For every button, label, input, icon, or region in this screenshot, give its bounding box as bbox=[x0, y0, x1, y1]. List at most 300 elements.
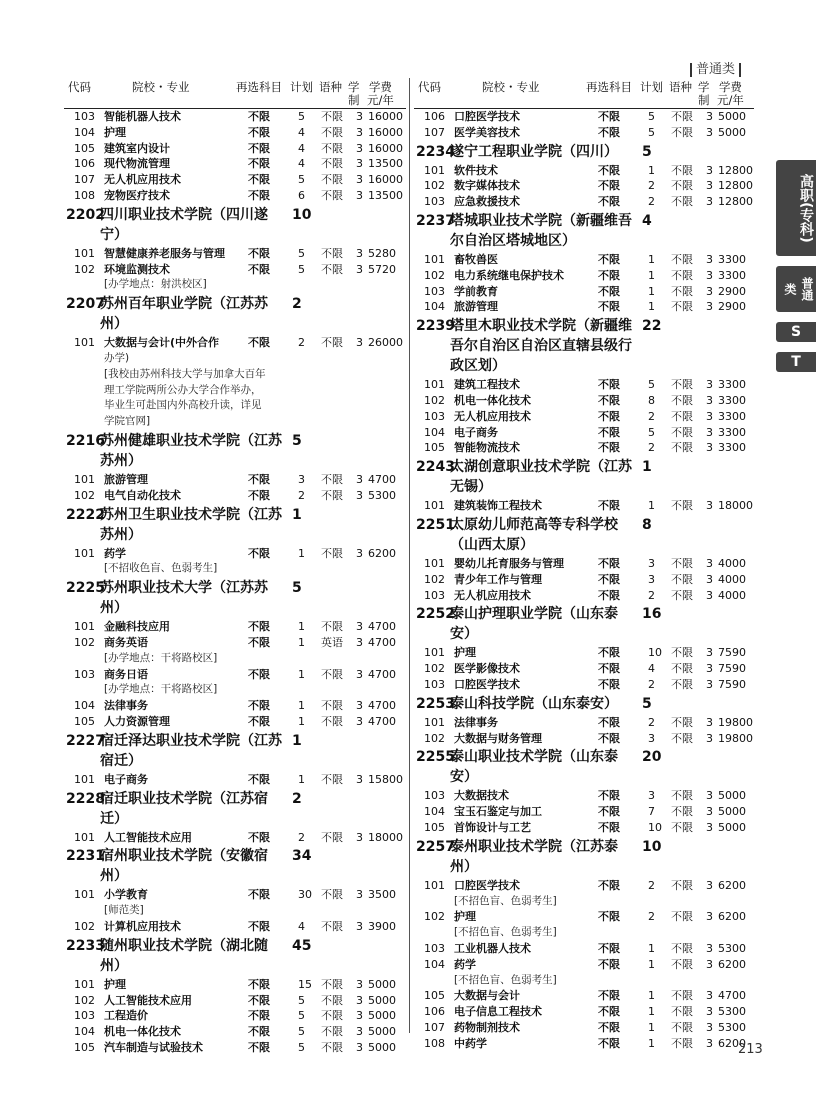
major-language: 不限 bbox=[321, 336, 343, 350]
school-header bbox=[414, 514, 754, 556]
major-code: 103 bbox=[424, 941, 445, 955]
major-fee: 3500 bbox=[368, 888, 396, 902]
major-language: 不限 bbox=[321, 488, 343, 502]
major-note: [不招色盲、色弱考生] bbox=[454, 973, 557, 986]
major-plan: 2 bbox=[298, 336, 305, 350]
major-language: 不限 bbox=[671, 163, 693, 177]
major-row bbox=[64, 993, 406, 1009]
major-fee: 4700 bbox=[368, 699, 396, 713]
major-subjects: 不限 bbox=[248, 141, 270, 155]
major-subjects: 不限 bbox=[598, 125, 620, 139]
major-name: 口腔医学技术 bbox=[454, 110, 520, 123]
school-code: 2233 bbox=[66, 937, 105, 954]
school-plan: 5 bbox=[292, 580, 302, 597]
major-row bbox=[64, 335, 406, 351]
major-fee: 4700 bbox=[718, 989, 746, 1003]
major-plan: 5 bbox=[298, 1009, 305, 1023]
major-length: 3 bbox=[706, 556, 713, 570]
major-plan: 1 bbox=[298, 546, 305, 560]
major-language: 不限 bbox=[671, 989, 693, 1003]
major-name: 金融科技应用 bbox=[104, 620, 170, 634]
major-length: 3 bbox=[356, 488, 363, 502]
school-plan: 2 bbox=[292, 790, 302, 807]
major-code: 101 bbox=[74, 246, 95, 260]
school-header bbox=[64, 935, 406, 977]
major-code: 104 bbox=[424, 425, 445, 439]
header-language: 语种 bbox=[319, 80, 342, 94]
major-length: 3 bbox=[356, 546, 363, 560]
major-subjects: 不限 bbox=[248, 336, 270, 350]
major-code: 104 bbox=[424, 805, 445, 819]
side-tab-general[interactable]: 普通类 bbox=[776, 266, 816, 312]
major-fee: 7590 bbox=[718, 677, 746, 691]
major-language: 不限 bbox=[671, 677, 693, 691]
major-subjects: 不限 bbox=[248, 110, 270, 123]
school-plan: 10 bbox=[642, 838, 662, 855]
school-plan: 10 bbox=[292, 206, 312, 223]
major-plan: 1 bbox=[298, 620, 305, 634]
major-length: 3 bbox=[706, 300, 713, 314]
school-code: 2251 bbox=[416, 516, 455, 533]
major-fee: 5000 bbox=[718, 820, 746, 834]
major-fee: 4700 bbox=[368, 667, 396, 681]
school-plan: 5 bbox=[642, 695, 652, 712]
major-code: 103 bbox=[424, 195, 445, 209]
major-plan: 2 bbox=[648, 715, 655, 729]
major-name: 人力资源管理 bbox=[104, 714, 170, 728]
school-header bbox=[414, 456, 754, 498]
major-name: 医学影像技术 bbox=[454, 662, 520, 676]
major-code: 103 bbox=[424, 409, 445, 423]
major-language: 不限 bbox=[671, 556, 693, 570]
major-plan: 10 bbox=[648, 820, 662, 834]
major-plan: 2 bbox=[648, 677, 655, 691]
major-row bbox=[414, 957, 754, 973]
major-plan: 1 bbox=[298, 714, 305, 728]
major-name: 环境监测技术 bbox=[104, 262, 170, 276]
major-fee: 12800 bbox=[718, 179, 753, 193]
major-row bbox=[64, 546, 406, 562]
major-name: 人工智能技术应用 bbox=[104, 993, 192, 1007]
major-length: 3 bbox=[356, 125, 363, 139]
major-length: 3 bbox=[706, 499, 713, 513]
major-language: 不限 bbox=[321, 188, 343, 202]
major-row bbox=[414, 941, 754, 957]
major-plan: 1 bbox=[648, 941, 655, 955]
major-name: 商务日语 bbox=[104, 667, 148, 681]
major-code: 106 bbox=[74, 157, 95, 171]
school-header bbox=[64, 430, 406, 472]
major-length: 3 bbox=[356, 830, 363, 844]
school-code: 2225 bbox=[66, 580, 105, 597]
major-length: 3 bbox=[706, 393, 713, 407]
major-name: 药物制剂技术 bbox=[454, 1020, 520, 1034]
major-code: 105 bbox=[74, 141, 95, 155]
school-header bbox=[64, 845, 406, 887]
major-plan: 1 bbox=[648, 163, 655, 177]
school-header bbox=[64, 504, 406, 546]
major-plan: 3 bbox=[648, 789, 655, 803]
major-fee: 5000 bbox=[368, 977, 396, 991]
major-subjects: 不限 bbox=[598, 300, 620, 314]
major-code: 101 bbox=[74, 336, 95, 350]
major-plan: 5 bbox=[298, 173, 305, 187]
major-code: 108 bbox=[424, 1036, 445, 1050]
major-plan: 1 bbox=[648, 268, 655, 282]
major-subjects: 不限 bbox=[598, 179, 620, 193]
major-fee: 16000 bbox=[368, 141, 403, 155]
major-language: 不限 bbox=[671, 409, 693, 423]
major-row bbox=[64, 1040, 406, 1056]
major-plan: 1 bbox=[298, 667, 305, 681]
major-plan: 2 bbox=[648, 409, 655, 423]
major-length: 3 bbox=[356, 472, 363, 486]
major-fee: 5300 bbox=[368, 488, 396, 502]
major-plan: 5 bbox=[648, 125, 655, 139]
major-fee: 7590 bbox=[718, 646, 746, 660]
major-name: 大数据与会计 bbox=[454, 989, 520, 1003]
major-language: 不限 bbox=[321, 262, 343, 276]
major-language: 不限 bbox=[671, 941, 693, 955]
major-subjects: 不限 bbox=[598, 499, 620, 513]
major-length: 3 bbox=[356, 993, 363, 1007]
major-row bbox=[64, 635, 406, 651]
major-code: 102 bbox=[424, 731, 445, 745]
major-language: 不限 bbox=[671, 805, 693, 819]
major-row bbox=[414, 109, 754, 125]
major-fee: 5000 bbox=[368, 1040, 396, 1054]
major-code: 101 bbox=[424, 646, 445, 660]
school-code: 2227 bbox=[66, 732, 105, 749]
major-subjects: 不限 bbox=[248, 919, 270, 933]
major-row bbox=[414, 588, 754, 604]
major-length: 3 bbox=[706, 163, 713, 177]
major-row bbox=[414, 299, 754, 315]
major-length: 3 bbox=[356, 173, 363, 187]
right-column bbox=[414, 78, 754, 1051]
major-fee: 15800 bbox=[368, 772, 403, 786]
major-name: 电气自动化技术 bbox=[104, 488, 181, 502]
major-code: 103 bbox=[74, 667, 95, 681]
major-row bbox=[414, 163, 754, 179]
major-fee: 5280 bbox=[368, 246, 396, 260]
major-fee: 4000 bbox=[718, 572, 746, 586]
school-name: 遂宁工程职业学院（四川） bbox=[450, 143, 618, 160]
major-row bbox=[64, 667, 406, 683]
major-row bbox=[64, 156, 406, 172]
major-language: 不限 bbox=[321, 772, 343, 786]
major-fee: 6200 bbox=[718, 878, 746, 892]
side-tab-t[interactable]: T bbox=[776, 352, 816, 372]
major-language: 不限 bbox=[671, 110, 693, 123]
major-language: 不限 bbox=[321, 546, 343, 560]
major-length: 3 bbox=[706, 662, 713, 676]
major-name: 智能机器人技术 bbox=[104, 110, 181, 123]
major-note: [办学地点：干将路校区] bbox=[104, 683, 218, 696]
major-length: 3 bbox=[706, 1036, 713, 1050]
major-length: 3 bbox=[706, 441, 713, 455]
school-code: 2243 bbox=[416, 459, 455, 476]
major-language: 不限 bbox=[671, 1036, 693, 1050]
school-header bbox=[414, 746, 754, 788]
major-name: 大数据技术 bbox=[454, 789, 509, 803]
major-language: 不限 bbox=[321, 1025, 343, 1039]
major-fee: 5000 bbox=[368, 993, 396, 1007]
major-language: 不限 bbox=[671, 268, 693, 282]
major-length: 3 bbox=[706, 125, 713, 139]
major-code: 101 bbox=[424, 715, 445, 729]
major-fee: 12800 bbox=[718, 163, 753, 177]
major-row bbox=[414, 440, 754, 456]
major-row bbox=[64, 830, 406, 846]
school-code: 2222 bbox=[66, 506, 105, 523]
major-name: 护理 bbox=[454, 910, 476, 924]
major-name: 宝玉石鉴定与加工 bbox=[454, 805, 542, 819]
major-length: 3 bbox=[356, 635, 363, 649]
major-plan: 1 bbox=[648, 957, 655, 971]
major-length: 3 bbox=[356, 977, 363, 991]
major-subjects: 不限 bbox=[248, 993, 270, 1007]
major-language: 不限 bbox=[671, 789, 693, 803]
major-note: [不招收色盲、色弱考生] bbox=[104, 562, 218, 575]
major-length: 3 bbox=[356, 620, 363, 634]
major-plan: 2 bbox=[648, 878, 655, 892]
major-length: 3 bbox=[706, 805, 713, 819]
major-length: 3 bbox=[706, 878, 713, 892]
school-plan: 5 bbox=[292, 432, 302, 449]
major-row bbox=[64, 262, 406, 278]
major-length: 3 bbox=[706, 409, 713, 423]
header-plan: 计划 bbox=[640, 80, 663, 94]
major-language: 不限 bbox=[321, 157, 343, 171]
major-fee: 5000 bbox=[368, 1025, 396, 1039]
major-subjects: 不限 bbox=[248, 1009, 270, 1023]
major-code: 104 bbox=[74, 125, 95, 139]
major-code: 102 bbox=[424, 268, 445, 282]
major-row bbox=[414, 1020, 754, 1036]
major-plan: 4 bbox=[298, 157, 305, 171]
school-code: 2253 bbox=[416, 695, 455, 712]
school-plan: 1 bbox=[292, 506, 302, 523]
major-language: 不限 bbox=[671, 731, 693, 745]
school-header bbox=[414, 315, 754, 377]
major-plan: 2 bbox=[298, 488, 305, 502]
major-row bbox=[64, 109, 406, 125]
major-subjects: 不限 bbox=[248, 977, 270, 991]
school-name: 塔城职业技术学院（新疆维吾尔自治区塔城地区） bbox=[450, 212, 632, 249]
school-code: 2231 bbox=[66, 848, 105, 865]
major-subjects: 不限 bbox=[248, 635, 270, 649]
major-language: 不限 bbox=[321, 472, 343, 486]
major-fee: 4700 bbox=[368, 472, 396, 486]
school-header bbox=[414, 210, 754, 252]
major-name: 商务英语 bbox=[104, 635, 148, 649]
column-header bbox=[414, 78, 754, 109]
major-note: 毕业生可赴国内外高校升读，详见 bbox=[104, 399, 262, 412]
major-name: 无人机应用技术 bbox=[454, 409, 531, 423]
major-length: 3 bbox=[706, 646, 713, 660]
major-fee: 3300 bbox=[718, 393, 746, 407]
school-header bbox=[414, 141, 754, 163]
header-plan: 计划 bbox=[290, 80, 313, 94]
major-subjects: 不限 bbox=[598, 805, 620, 819]
school-header bbox=[64, 293, 406, 335]
school-header bbox=[64, 204, 406, 246]
major-row bbox=[414, 284, 754, 300]
major-fee: 5300 bbox=[718, 1005, 746, 1019]
major-row bbox=[64, 141, 406, 157]
major-code: 102 bbox=[424, 393, 445, 407]
school-plan: 34 bbox=[292, 848, 312, 865]
school-code: 2252 bbox=[416, 606, 455, 623]
major-name: 电子商务 bbox=[104, 772, 148, 786]
major-subjects: 不限 bbox=[598, 252, 620, 266]
major-plan: 6 bbox=[298, 188, 305, 202]
major-code: 101 bbox=[74, 977, 95, 991]
major-fee: 3300 bbox=[718, 378, 746, 392]
major-subjects: 不限 bbox=[248, 472, 270, 486]
major-fee: 4000 bbox=[718, 588, 746, 602]
major-plan: 5 bbox=[298, 1040, 305, 1054]
major-name: 药学 bbox=[454, 957, 476, 971]
major-row bbox=[414, 677, 754, 693]
major-fee: 5300 bbox=[718, 1020, 746, 1034]
side-tab-s[interactable]: S bbox=[776, 322, 816, 342]
school-plan: 20 bbox=[642, 749, 662, 766]
major-language: 不限 bbox=[671, 820, 693, 834]
major-length: 3 bbox=[706, 425, 713, 439]
major-language: 不限 bbox=[671, 441, 693, 455]
major-name: 建筑工程技术 bbox=[454, 378, 520, 392]
major-plan: 1 bbox=[648, 284, 655, 298]
major-code: 102 bbox=[74, 635, 95, 649]
major-language: 不限 bbox=[671, 284, 693, 298]
major-fee: 16000 bbox=[368, 173, 403, 187]
school-plan: 45 bbox=[292, 937, 312, 954]
major-code: 103 bbox=[74, 110, 95, 123]
school-name: 泰山科技学院（山东泰安） bbox=[450, 695, 618, 712]
major-plan: 4 bbox=[648, 662, 655, 676]
major-plan: 5 bbox=[298, 246, 305, 260]
major-row bbox=[64, 125, 406, 141]
major-subjects: 不限 bbox=[598, 588, 620, 602]
major-plan: 1 bbox=[648, 252, 655, 266]
school-header bbox=[64, 788, 406, 830]
school-header bbox=[414, 603, 754, 645]
major-length: 3 bbox=[356, 188, 363, 202]
major-row bbox=[414, 194, 754, 210]
major-row bbox=[64, 1008, 406, 1024]
major-code: 101 bbox=[424, 163, 445, 177]
major-name: 现代物流管理 bbox=[104, 157, 170, 171]
major-subjects: 不限 bbox=[598, 556, 620, 570]
school-header bbox=[414, 693, 754, 715]
major-name: 工业机器人技术 bbox=[454, 941, 531, 955]
major-row bbox=[414, 788, 754, 804]
major-length: 3 bbox=[706, 1005, 713, 1019]
major-row bbox=[414, 268, 754, 284]
major-name: 人工智能技术应用 bbox=[104, 830, 192, 844]
major-code: 107 bbox=[424, 1020, 445, 1034]
major-fee: 19800 bbox=[718, 731, 753, 745]
major-plan: 3 bbox=[298, 472, 305, 486]
side-tab-vocational[interactable]: 高职(专科) bbox=[776, 160, 816, 256]
major-note: [办学地点：射洪校区] bbox=[104, 278, 207, 291]
major-name: 中药学 bbox=[454, 1036, 487, 1050]
major-row bbox=[64, 698, 406, 714]
major-code: 102 bbox=[424, 662, 445, 676]
major-plan: 3 bbox=[648, 572, 655, 586]
major-code: 101 bbox=[424, 556, 445, 570]
major-fee: 4000 bbox=[718, 556, 746, 570]
major-code: 108 bbox=[74, 188, 95, 202]
major-row bbox=[414, 572, 754, 588]
major-code: 103 bbox=[424, 284, 445, 298]
major-subjects: 不限 bbox=[598, 662, 620, 676]
major-length: 3 bbox=[706, 572, 713, 586]
major-length: 3 bbox=[356, 714, 363, 728]
major-name: 旅游管理 bbox=[104, 472, 148, 486]
major-note: [办学地点：干将路校区] bbox=[104, 651, 218, 664]
header-code: 代码 bbox=[418, 80, 441, 94]
major-language: 不限 bbox=[671, 662, 693, 676]
major-language: 不限 bbox=[321, 667, 343, 681]
major-code: 105 bbox=[424, 820, 445, 834]
major-code: 101 bbox=[74, 830, 95, 844]
major-subjects: 不限 bbox=[598, 393, 620, 407]
header-fee: 学费 元/年 bbox=[717, 80, 744, 107]
major-plan: 1 bbox=[648, 1020, 655, 1034]
school-plan: 1 bbox=[642, 459, 652, 476]
page-number: 213 bbox=[738, 1042, 763, 1057]
major-length: 3 bbox=[706, 588, 713, 602]
header-language: 语种 bbox=[669, 80, 692, 94]
major-code: 101 bbox=[424, 878, 445, 892]
major-fee: 13500 bbox=[368, 188, 403, 202]
major-name: 护理 bbox=[104, 977, 126, 991]
major-name: 宠物医疗技术 bbox=[104, 188, 170, 202]
major-language: 不限 bbox=[671, 588, 693, 602]
school-plan: 1 bbox=[292, 732, 302, 749]
major-name: 大数据与会计(中外合作 bbox=[104, 336, 220, 350]
major-fee: 6200 bbox=[718, 910, 746, 924]
major-row bbox=[64, 619, 406, 635]
major-plan: 4 bbox=[298, 141, 305, 155]
major-fee: 3300 bbox=[718, 441, 746, 455]
major-code: 103 bbox=[424, 677, 445, 691]
major-length: 3 bbox=[706, 284, 713, 298]
major-code: 101 bbox=[74, 472, 95, 486]
major-language: 不限 bbox=[671, 715, 693, 729]
major-fee: 2900 bbox=[718, 300, 746, 314]
major-language: 不限 bbox=[671, 179, 693, 193]
major-name: 婴幼儿托育服务与管理 bbox=[454, 556, 564, 570]
major-row bbox=[64, 488, 406, 504]
major-fee: 5000 bbox=[718, 110, 746, 123]
major-name: 护理 bbox=[104, 125, 126, 139]
major-row bbox=[414, 731, 754, 747]
major-name: 电力系统继电保护技术 bbox=[454, 268, 564, 282]
major-fee: 26000 bbox=[368, 336, 403, 350]
major-fee: 18000 bbox=[718, 499, 753, 513]
major-row bbox=[414, 804, 754, 820]
major-row bbox=[414, 645, 754, 661]
major-note: 学院官网] bbox=[104, 415, 151, 428]
right-column-body bbox=[414, 109, 754, 1051]
major-code: 101 bbox=[424, 378, 445, 392]
major-subjects: 不限 bbox=[248, 262, 270, 276]
major-row bbox=[64, 977, 406, 993]
